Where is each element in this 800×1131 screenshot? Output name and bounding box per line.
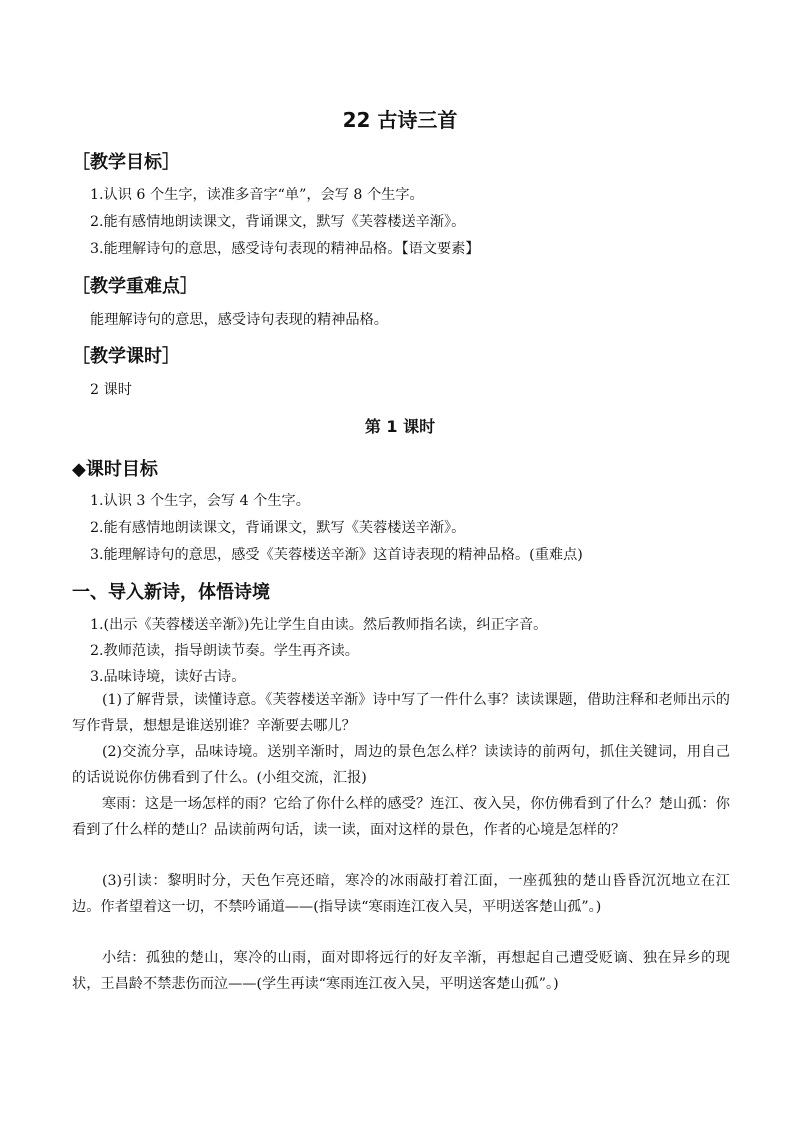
- lesson-heading: 第 1 课时: [364, 417, 436, 436]
- goal-item-1: 1.认识 6 个生字，读准多音字“单”，会写 8 个生字。: [90, 187, 424, 203]
- step-item-3: 3.品味诗境，读好古诗。: [90, 669, 246, 685]
- goal-item-2: 2.能有感情地朗读课文，背诵课文，默写《芙蓉楼送辛渐》。: [90, 214, 466, 230]
- step-item-1: 1.(出示《芙蓉楼送辛渐》)先让学生自由读。然后教师指名读，纠正字音。: [90, 617, 548, 633]
- hours-text: 2 课时: [90, 382, 132, 398]
- part1-heading: 一、导入新诗，体悟诗境: [72, 582, 270, 603]
- lesson-goal-item-2: 2.能有感情地朗读课文，背诵课文，默写《芙蓉楼送辛渐》。: [90, 520, 466, 536]
- paragraph-guided-reading: (3)引读：黎明时分，天色乍亮还暗，寒冷的冰雨敲打着江面，一座孤独的楚山昏昏沉沉地立在江边。作者望着这一切，不禁吟诵道——(指导读“寒雨连江夜入吴，平明送客楚山孤”。): [72, 873, 730, 915]
- paragraph-share: (2)交流分享，品味诗境。送别辛渐时，周边的景色怎么样？读读诗的前两句，抓住关键词，用自己的话说说你仿佛看到了什么。(小组交流，汇报): [72, 744, 730, 786]
- step-item-2: 2.教师范读，指导朗读节奏。学生再齐读。: [90, 643, 359, 659]
- goal-item-3: 3.能理解诗句的意思，感受诗句表现的精神品格。【语文要素】: [90, 241, 480, 257]
- lesson-goals-heading: ◆课时目标: [72, 459, 158, 480]
- lesson-goal-item-1: 1.认识 3 个生字，会写 4 个生字。: [90, 493, 310, 509]
- goals-heading: ［教学目标］: [72, 152, 180, 173]
- paragraph-cold-rain: 寒雨：这是一场怎样的雨？它给了你什么样的感受？连江、夜入吴，你仿佛看到了什么？楚山孤：你看到了什么样的楚山？品读前两句话，读一读，面对这样的景色，作者的心境是怎样的？: [72, 796, 730, 838]
- key-points-text: 能理解诗句的意思，感受诗句表现的精神品格。: [90, 312, 388, 328]
- page-title: 22 古诗三首: [342, 108, 458, 132]
- hours-heading: ［教学课时］: [72, 346, 180, 367]
- lesson-goal-item-3: 3.能理解诗句的意思，感受《芙蓉楼送辛渐》这首诗表现的精神品格。(重难点): [90, 547, 583, 563]
- key-points-heading: ［教学重难点］: [72, 276, 198, 297]
- paragraph-background: (1)了解背景，读懂诗意。《芙蓉楼送辛渐》诗中写了一件什么事？读读课题，借助注释和老师出示的写作背景，想想是谁送别谁？辛渐要去哪儿？: [72, 692, 730, 734]
- paragraph-summary: 小结：孤独的楚山，寒冷的山雨，面对即将远行的好友辛渐，再想起自己遭受贬谪、独在异乡的现状，王昌龄不禁悲伤而泣——(学生再读“寒雨连江夜入吴，平明送客楚山孤”。): [72, 950, 730, 992]
